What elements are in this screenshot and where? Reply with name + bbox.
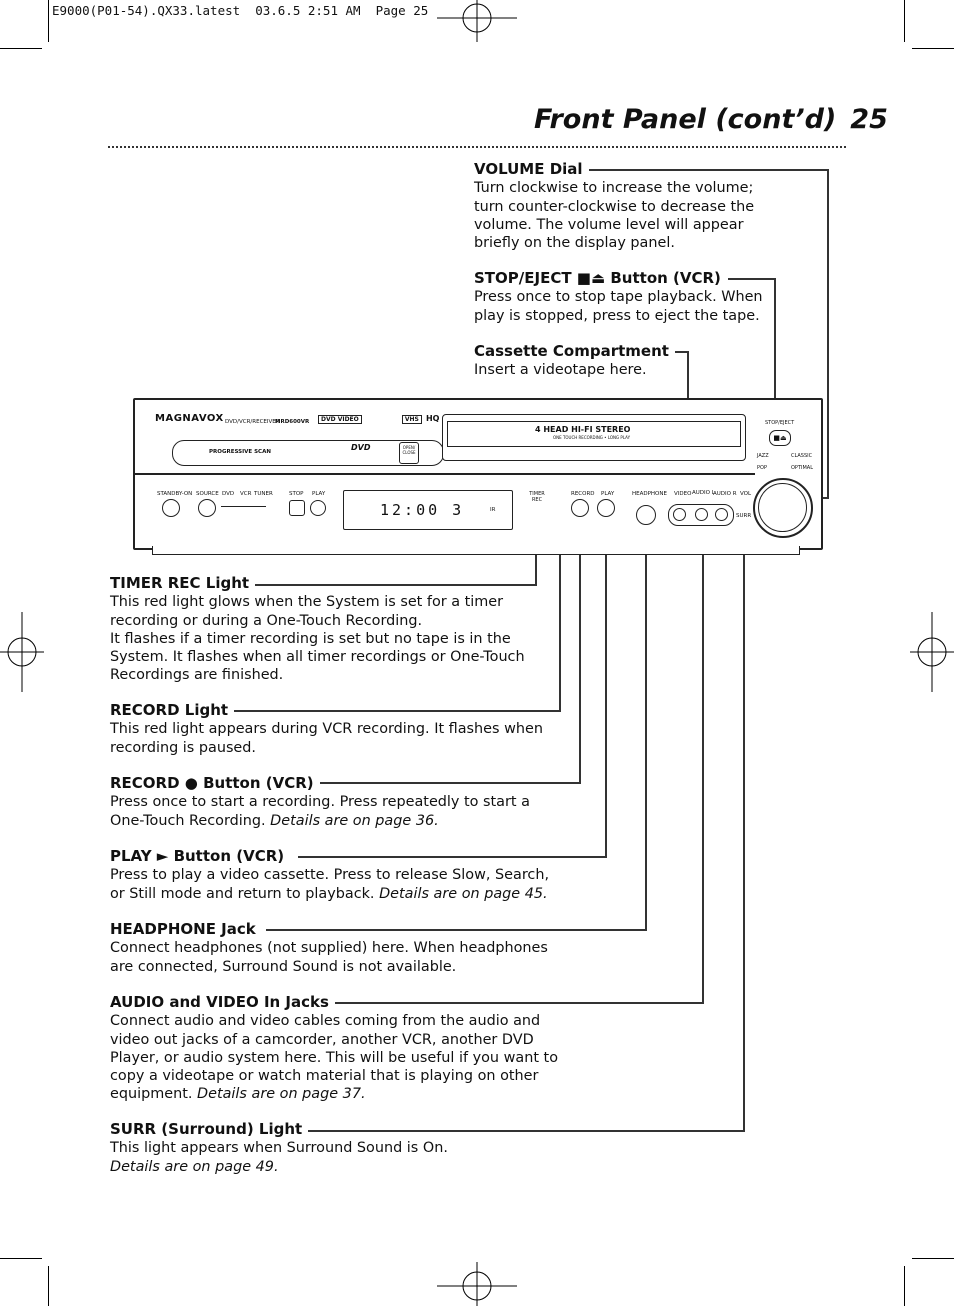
crop-mark	[904, 1266, 905, 1306]
page-number: 25	[850, 104, 888, 135]
callout-volume	[474, 160, 754, 252]
callout-line: It flashes if a timer recording is set but no tape is in the	[110, 630, 511, 647]
dvd-logo: DVD VIDEO	[318, 415, 362, 424]
stop-eject-button: ■⏏	[769, 430, 791, 446]
callout-line	[110, 1085, 558, 1103]
callout-line: turn counter-clockwise to decrease the	[474, 198, 755, 215]
callout-line: Press once to stop tape playback. When	[474, 289, 763, 306]
callout-line: play is stopped, press to eject the tape.	[474, 307, 760, 324]
crop-mark	[48, 1266, 49, 1306]
callout-heading: HEADPHONE Jack	[110, 920, 262, 938]
progressive-scan-label: PROGRESSIVE SCAN	[209, 449, 271, 455]
crop-mark	[912, 48, 954, 49]
callout-surr	[110, 1120, 448, 1176]
play-button-vcr	[597, 499, 615, 517]
callout-text: equipment.	[110, 1086, 198, 1103]
callout-heading: SURR (Surround) Light	[110, 1120, 308, 1138]
callout-line: Insert a videotape here.	[474, 362, 647, 379]
front-panel-illustration	[133, 398, 823, 550]
leader-play-button	[605, 514, 607, 858]
callout-line: Connect headphones (not supplied) here. When headphones	[110, 940, 548, 957]
callout-audio-video	[110, 993, 558, 1104]
registration-mark-bottom	[437, 1262, 517, 1306]
source-indicators	[221, 506, 266, 507]
dvd-video-logo: DVD	[351, 443, 371, 452]
vol-label: VOL	[740, 491, 752, 497]
callout-line: This light appears when Surround Sound is On.	[110, 1140, 448, 1157]
callout-line: Press to play a video cassette. Press to release Slow, Search,	[110, 867, 550, 884]
brand-logo: MAGNAVOX	[155, 413, 224, 424]
callout-heading: AUDIO and VIDEO In Jacks	[110, 993, 335, 1011]
callout-play-button	[110, 847, 549, 903]
model-number: MRD600VR	[275, 419, 310, 425]
callout-heading: PLAY ► Button (VCR)	[110, 847, 290, 865]
vcr-sublabel: ONE TOUCH RECORDING • LONG PLAY	[553, 435, 631, 440]
callout-stop-eject	[474, 269, 763, 325]
callout-line: recording is paused.	[110, 739, 256, 756]
callout-line: video out jacks of a camcorder, another VCR, another DVD	[110, 1031, 534, 1048]
callout-line: briefly on the display panel.	[474, 235, 675, 252]
audio-r-label: AUDIO R	[713, 491, 737, 497]
callout-line: Recordings are finished.	[110, 667, 284, 684]
registration-mark-right	[910, 612, 954, 692]
registration-mark-top	[437, 0, 517, 44]
audio-l-label: AUDIO L	[692, 490, 715, 496]
vcr-cassette-slot	[442, 414, 746, 461]
callout-line: copy a videotape or watch material that is playing on other	[110, 1068, 539, 1085]
callout-line: This red light glows when the System is set for a timer	[110, 594, 504, 611]
audio-l-jack	[695, 508, 708, 521]
surr-label: SURR	[736, 513, 752, 519]
volume-dial-inner	[758, 483, 807, 532]
play-vcr-label: PLAY	[601, 491, 615, 497]
callout-heading: RECORD Light	[110, 701, 234, 719]
standby-label: STANDBY-ON	[157, 491, 193, 497]
display-panel	[343, 490, 513, 530]
page-reference: Details are on page 49.	[110, 1158, 279, 1175]
callout-heading: TIMER REC Light	[110, 574, 255, 592]
vcr-label: 4 HEAD HI-FI STEREO	[535, 425, 631, 434]
audio-r-jack	[715, 508, 728, 521]
crop-mark	[912, 1258, 954, 1259]
callout-line: Player, or audio system here. This will be useful if you want to	[110, 1049, 558, 1066]
callout-line: recording or during a One-Touch Recording.	[110, 612, 423, 629]
callout-line: are connected, Surround Sound is not available.	[110, 958, 457, 975]
leader-headphone	[645, 526, 647, 931]
crop-mark	[48, 0, 49, 42]
crop-mark	[904, 0, 905, 42]
vcr-source-label: VCR	[240, 491, 252, 497]
stop-label: STOP	[289, 491, 304, 497]
tuner-label: TUNER	[254, 491, 273, 497]
record-label: RECORD	[571, 491, 595, 497]
headphone-label: HEADPHONE	[632, 491, 667, 497]
callout-headphone	[110, 920, 548, 976]
pop-label: POP	[757, 465, 767, 471]
callout-line: This red light appears during VCR recording. It flashes when	[110, 721, 543, 738]
ir-sensor-label: IR	[490, 507, 496, 513]
leader-volume	[827, 169, 829, 499]
play-button-dvd	[310, 500, 326, 516]
display-readout: 12:00 3	[380, 501, 465, 519]
dvd-tray	[172, 440, 444, 466]
callout-heading: RECORD ● Button (VCR)	[110, 774, 320, 792]
timer-rec-label: TIMER REC	[529, 491, 545, 503]
record-button	[571, 499, 589, 517]
page-reference: Details are on page 37.	[197, 1086, 366, 1103]
jazz-label: JAZZ	[757, 453, 769, 459]
stop-eject-label: STOP/EJECT	[765, 420, 795, 426]
source-label: SOURCE	[196, 491, 219, 497]
page-title	[534, 104, 888, 135]
classic-label: CLASSIC	[791, 453, 813, 459]
callout-line: System. It flashes when all timer recordings or One-Touch	[110, 649, 525, 666]
callout-heading: VOLUME Dial	[474, 160, 589, 178]
optimal-label: OPTIMAL	[791, 465, 813, 471]
callout-heading: Cassette Compartment	[474, 342, 675, 360]
video-label: VIDEO	[674, 491, 692, 497]
title-divider	[108, 146, 846, 148]
crop-mark	[0, 48, 42, 49]
stop-button	[289, 500, 305, 516]
page-reference: Details are on page 36.	[270, 812, 439, 829]
play-label: PLAY	[312, 491, 326, 497]
headphone-jack	[636, 505, 656, 525]
front-panel-base	[152, 546, 800, 555]
callout-line	[110, 1158, 448, 1176]
open-close-button	[399, 442, 419, 464]
callout-line: Connect audio and video cables coming from the audio and	[110, 1013, 541, 1030]
model-label: DVD/VCR/RECEIVER	[225, 419, 280, 425]
leader-surr	[743, 520, 745, 1132]
callout-line: Turn clockwise to increase the volume;	[474, 180, 754, 197]
callout-cassette	[474, 342, 675, 380]
print-slug: E9000(P01-54).QX33.latest 03.6.5 2:51 AM Page 25	[52, 3, 429, 18]
callout-record-button	[110, 774, 530, 830]
page-title-text: Front Panel (cont’d)	[534, 104, 837, 135]
dvd-label: DVD	[222, 491, 235, 497]
divider-line	[135, 473, 755, 475]
source-button	[198, 499, 216, 517]
callout-line: volume. The volume level will appear	[474, 216, 744, 233]
callout-line: Press once to start a recording. Press repeatedly to start a	[110, 794, 530, 811]
registration-mark-left	[0, 612, 44, 692]
video-jack	[673, 508, 686, 521]
callout-text: or Still mode and return to playback.	[110, 885, 380, 902]
power-button	[162, 499, 180, 517]
format-logos	[318, 414, 439, 423]
crop-mark	[0, 1258, 42, 1259]
callout-line	[110, 885, 549, 903]
callout-heading: STOP/EJECT ■⏏ Button (VCR)	[474, 269, 727, 287]
page-reference: Details are on page 45.	[379, 885, 548, 902]
callout-text: One-Touch Recording.	[110, 812, 271, 829]
vhs-logo: VHS	[402, 415, 422, 424]
leader-audio-video	[702, 526, 704, 1004]
hq-logo: HQ	[425, 414, 440, 423]
callout-record-light	[110, 701, 543, 757]
callout-timer-rec	[110, 574, 525, 685]
open-close-label: OPEN/ CLOSE	[402, 445, 416, 455]
callout-line	[110, 812, 530, 830]
